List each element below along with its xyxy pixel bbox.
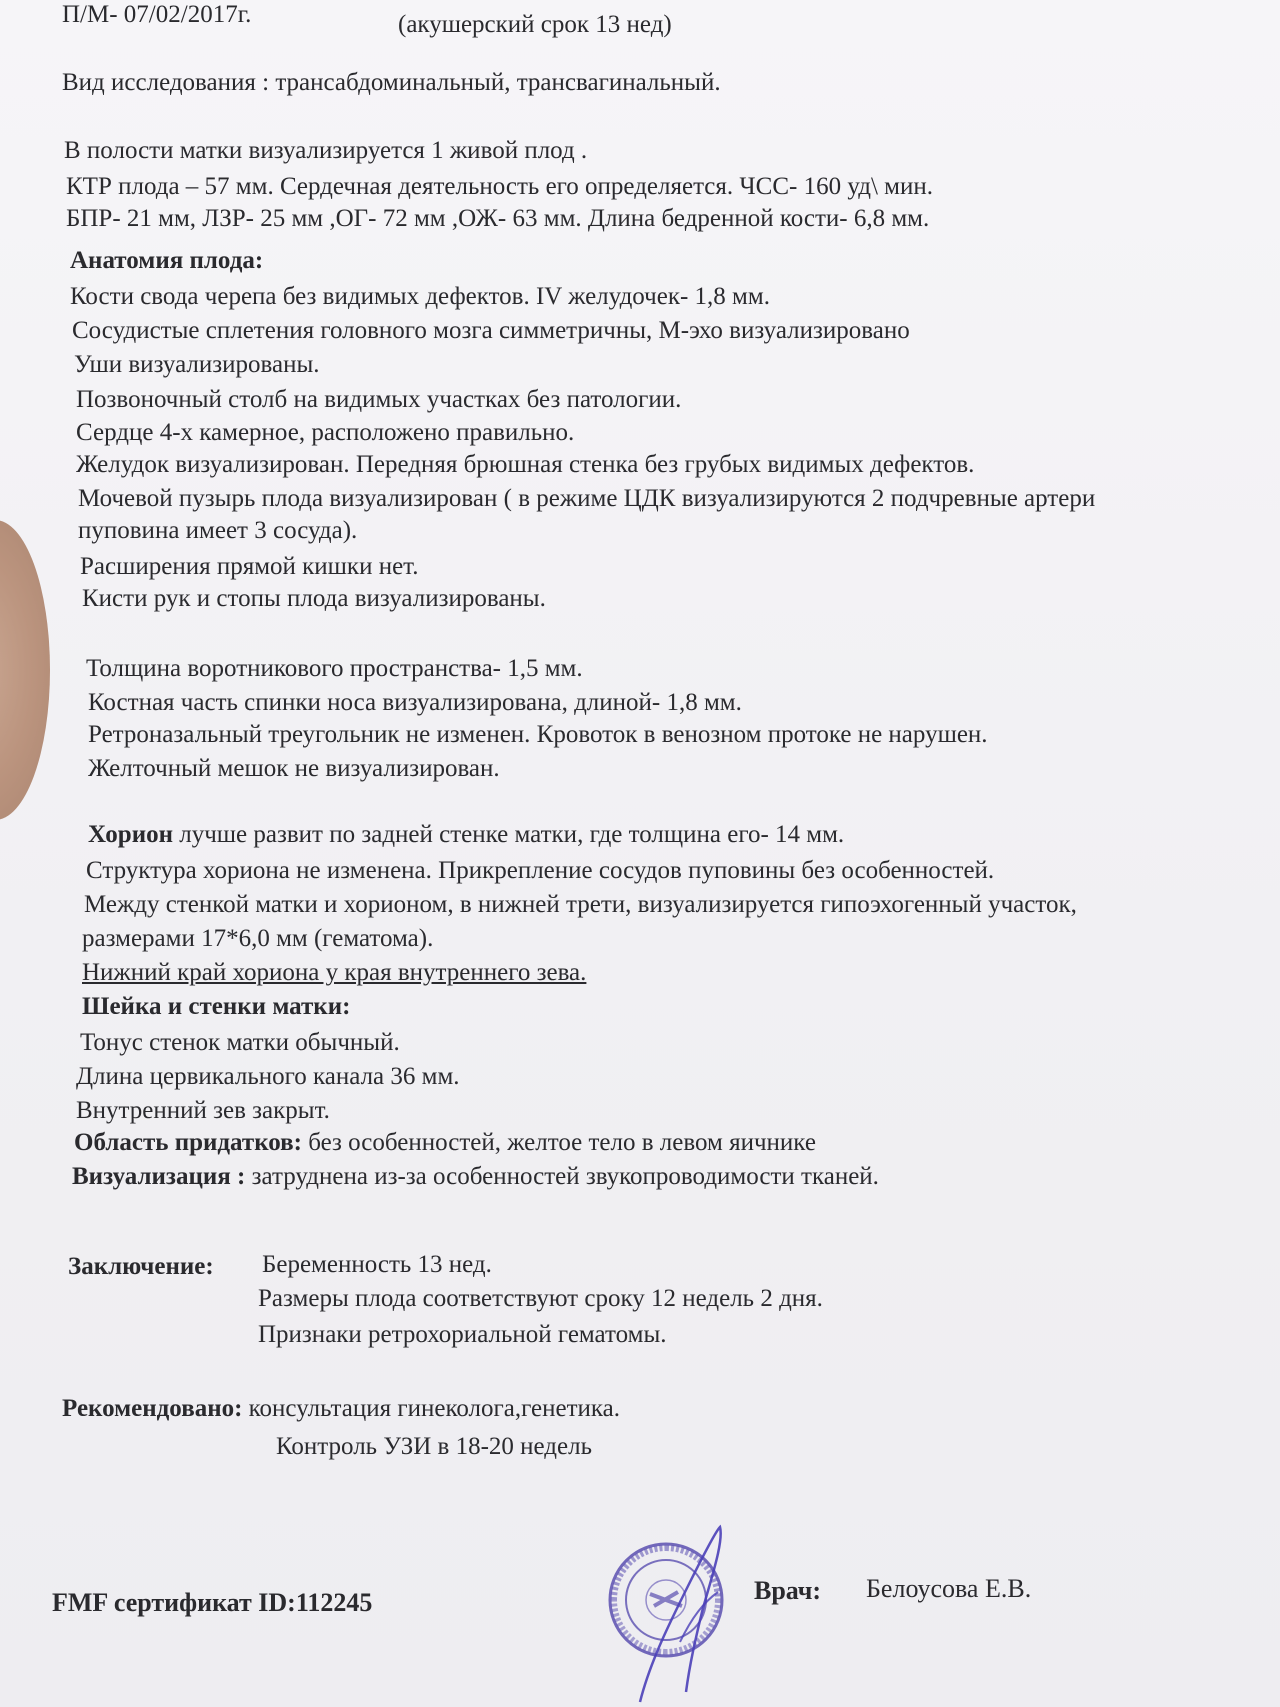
chorion-text: лучше развит по задней стенке матки, где толщина его- 14 мм. [173, 821, 845, 848]
anatomy-line: Желудок визуализирован. Передняя брюшная стенка без грубых видимых дефектов. [76, 451, 975, 478]
marker-line: Желточный мешок не визуализирован. [88, 755, 500, 782]
chorion-line: размерами 17*6,0 мм (гематома). [82, 925, 434, 952]
adnexa-label: Область придатков: [74, 1129, 302, 1156]
marker-line: Толщина воротникового пространства- 1,5 мм. [86, 655, 583, 682]
visualization-line [72, 1162, 879, 1192]
anatomy-line: Уши визуализированы. [74, 351, 320, 378]
doctor-name: Белоусова Е.В. [866, 1574, 1032, 1603]
chorion-underlined-note: Нижний край хориона у края внутреннего зева. [82, 959, 587, 986]
chorion-line: Между стенкой матки и хорионом, в нижней трети, визуализируется гипоэхогенный участок, [84, 891, 1077, 918]
recommended-line-2: Контроль УЗИ в 18-20 недель [276, 1433, 593, 1460]
gestational-term: (акушерский срок 13 нед) [398, 11, 672, 38]
anatomy-line: Кости свода черепа без видимых дефектов. IV желудочек- 1,8 мм. [70, 283, 770, 310]
cervix-line: Внутренний зев закрыт. [76, 1097, 330, 1124]
conclusion-label: Заключение: [68, 1253, 214, 1280]
findings-line-1: В полости матки визуализируется 1 живой плод . [64, 137, 588, 164]
conclusion-line: Беременность 13 нед. [262, 1251, 492, 1278]
cervix-line: Длина цервикального канала 36 мм. [76, 1063, 460, 1090]
chorion-line-1 [88, 820, 844, 850]
anatomy-heading: Анатомия плода: [70, 247, 264, 274]
anatomy-line: Расширения прямой кишки нет. [80, 553, 419, 580]
doctor-signature-icon [620, 1522, 740, 1707]
anatomy-line: Кисти рук и стопы плода визуализированы. [82, 585, 546, 612]
conclusion-line: Признаки ретрохориальной гематомы. [258, 1321, 667, 1348]
anatomy-line: Сосудистые сплетения головного мозга симметричны, М-эхо визуализировано [72, 317, 910, 344]
anatomy-line: Мочевой пузырь плода визуализирован ( в режиме ЦДК визуализируются 2 подчревные артери [78, 485, 1096, 512]
cervix-heading: Шейка и стенки матки: [82, 993, 351, 1020]
marker-line: Ретроназальный треугольник не изменен. Кровоток в венозном протоке не нарушен. [88, 721, 988, 748]
adnexa-line [74, 1128, 816, 1158]
visualization-text: затруднена из-за особенностей звукопроводимости тканей. [245, 1163, 879, 1190]
chorion-line: Структура хориона не изменена. Прикрепление сосудов пуповины без особенностей. [86, 857, 995, 884]
pm-date: П/М- 07/02/2017г. [62, 1, 252, 28]
marker-line: Костная часть спинки носа визуализирована, длиной- 1,8 мм. [88, 689, 742, 716]
anatomy-line: пуповина имеет 3 сосуда). [78, 517, 358, 544]
visualization-label: Визуализация : [72, 1163, 246, 1190]
anatomy-line: Сердце 4-х камерное, расположено правильно. [76, 419, 575, 446]
findings-line-3: БПР- 21 мм, ЛЗР- 25 мм ,ОГ- 72 мм ,ОЖ- 63 мм. Длина бедренной кости- 6,8 мм. [66, 205, 930, 232]
anatomy-line: Позвоночный столб на видимых участках без патологии. [76, 386, 682, 413]
adnexa-text: без особенностей, желтое тело в левом яичнике [301, 1129, 816, 1156]
chorion-label: Хорион [88, 821, 173, 848]
recommended-label: Рекомендовано: [62, 1395, 243, 1422]
findings-line-2: КТР плода – 57 мм. Сердечная деятельность его определяется. ЧСС- 160 уд\ мин. [66, 173, 933, 200]
recommended-line-1 [62, 1394, 620, 1424]
fmf-certificate: FMF сертификат ID:112245 [52, 1588, 373, 1617]
cervix-line: Тонус стенок матки обычный. [80, 1029, 400, 1056]
recommended-text: консультация гинеколога,генетика. [242, 1395, 620, 1422]
conclusion-line: Размеры плода соответствуют сроку 12 недель 2 дня. [258, 1285, 823, 1312]
study-type: Вид исследования : трансабдоминальный, трансвагинальный. [62, 69, 721, 96]
doctor-label: Врач: [754, 1576, 822, 1605]
